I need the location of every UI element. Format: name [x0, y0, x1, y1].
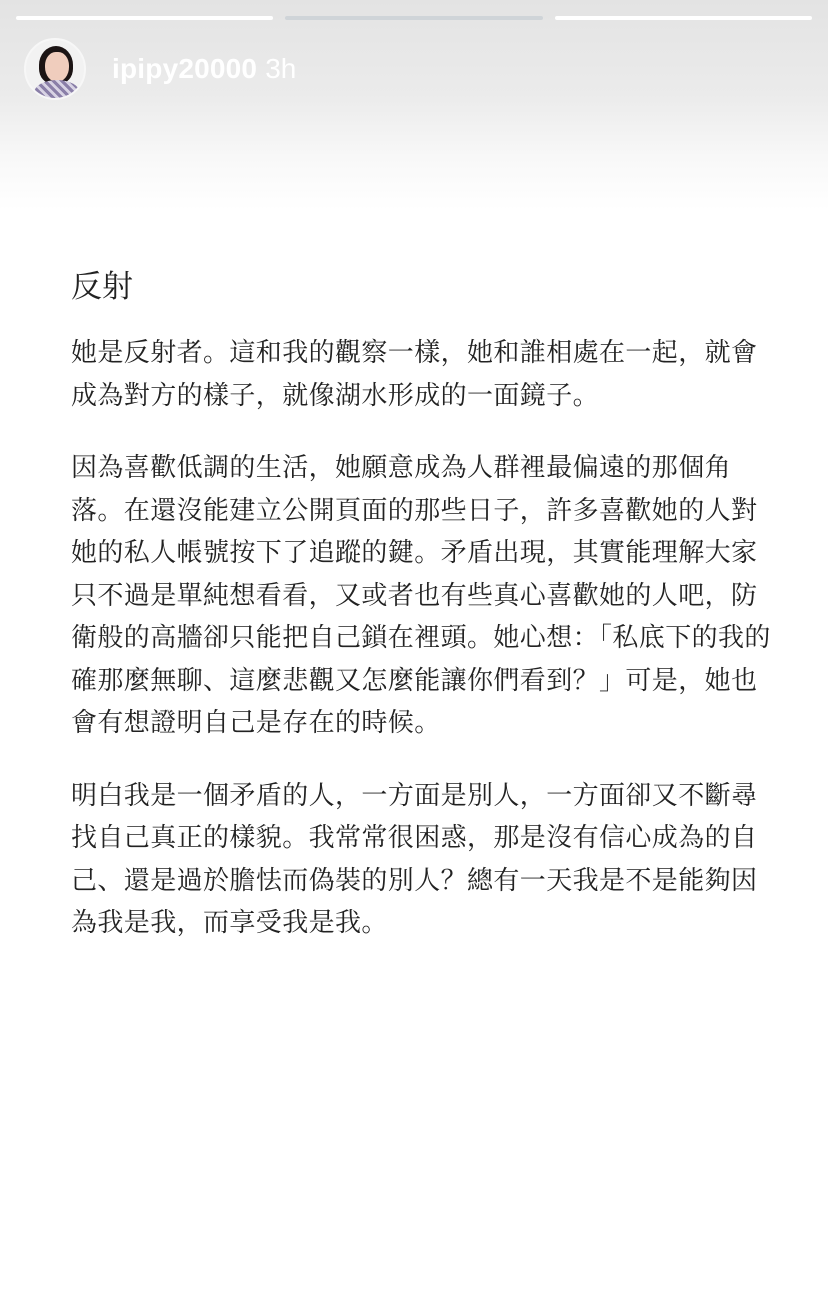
story-progress-bar [16, 16, 812, 20]
avatar[interactable] [24, 38, 86, 100]
progress-segment-3 [555, 16, 812, 20]
progress-segment-2 [285, 16, 542, 20]
username[interactable]: ipipy20000 [112, 53, 258, 84]
paragraph-2: 因為喜歡低調的生活，她願意成為人群裡最偏遠的那個角落。在還沒能建立公開頁面的那些日子，許多喜歡她的人對她的私人帳號按下了追蹤的鍵。矛盾出現，其實能理解大家只不過是單純想看看，又或者也有些真心喜歡她的人吧，防衛般的高牆卻只能把自己鎖在裡頭。她心想：「私底下的我的確那麼無聊、這麼悲觀又怎麼能讓你們看到？」可是，她也會有想證明自己是存在的時候。 [71, 453, 771, 738]
paragraph-3: 明白我是一個矛盾的人，一方面是別人，一方面卻又不斷尋找自己真正的樣貌。我常常很困惑，那是沒有信心成為的自己、還是過於膽怯而偽裝的別人？總有一天我是不是能夠因為我是我，而享受我是我。 [71, 780, 758, 938]
story-header [24, 36, 296, 102]
avatar-body [34, 80, 80, 100]
header-gradient [0, 0, 828, 210]
story-text-content [71, 264, 771, 975]
post-title: 反射 [71, 269, 133, 305]
progress-segment-1 [16, 16, 273, 20]
paragraph-1: 她是反射者。這和我的觀察一樣，她和誰相處在一起，就會成為對方的樣子，就像湖水形成的一面鏡子。 [71, 338, 758, 411]
avatar-face [45, 52, 69, 82]
timestamp: 3h [265, 53, 297, 84]
